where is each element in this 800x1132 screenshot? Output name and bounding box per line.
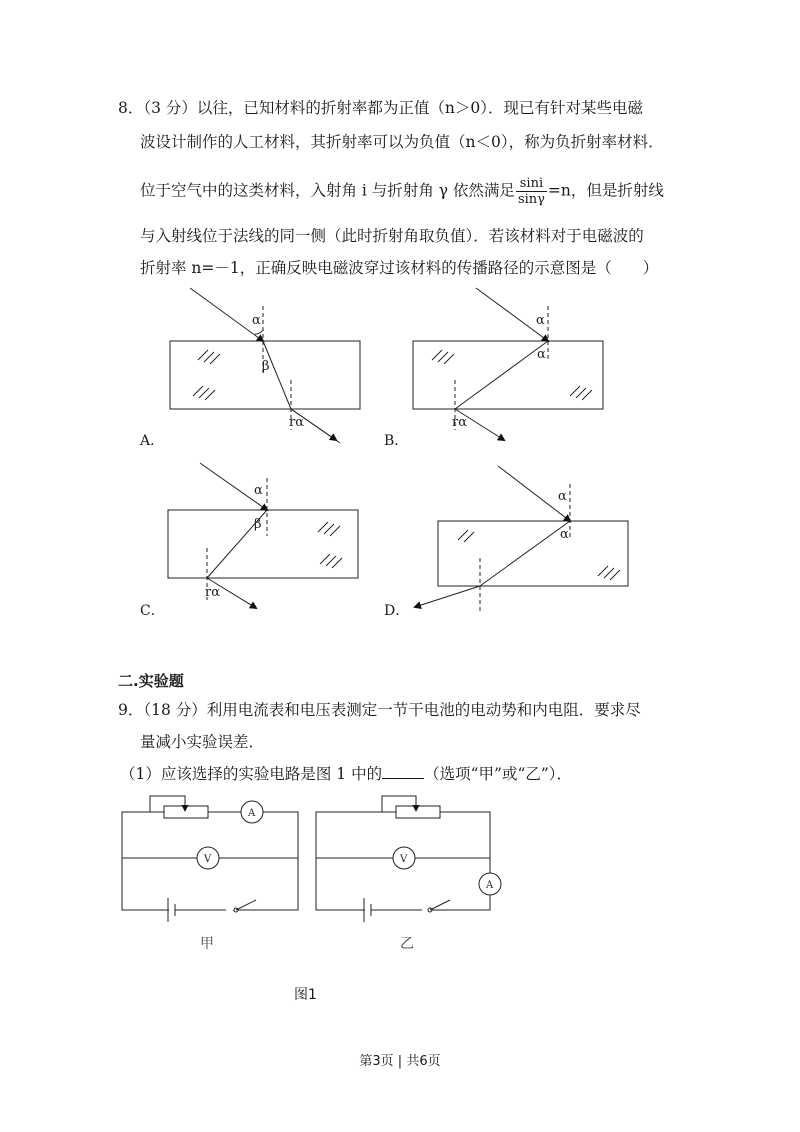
circuit-yi	[316, 796, 501, 922]
diagram-c	[168, 463, 358, 608]
diagram-a-beta: β	[262, 359, 270, 374]
q8-line-1: 8．（3 分）以往，已知材料的折射率都为正值（n＞0）．现已有针对某些电磁	[118, 99, 643, 117]
q8-line-2: 波设计制作的人工材料，其折射率可以为负值（n＜0），称为负折射率材料．	[140, 133, 664, 151]
option-b-label: B．	[384, 433, 409, 449]
diagram-b-alpha-inner: α	[537, 347, 546, 362]
diagram-c-alpha: α	[254, 483, 263, 498]
diagram-a-r-alpha: rα	[289, 415, 304, 430]
fraction-denominator: sinγ	[517, 192, 545, 207]
diagram-d-alpha-inner: α	[560, 527, 569, 542]
yi-label: 乙	[400, 936, 414, 952]
option-a-label: A．	[140, 433, 165, 449]
diagram-c-r-alpha: rα	[205, 585, 220, 600]
q9-sub1-post: （选项“甲”或“乙”）．	[424, 765, 573, 783]
diagram-b-r-alpha: rα	[452, 415, 467, 430]
jia-label: 甲	[200, 936, 214, 952]
fraction-numerator: sini	[516, 176, 547, 192]
page-footer: 第3页 | 共6页	[359, 1054, 441, 1069]
yi-ammeter-label: A	[486, 880, 494, 891]
q9-line-1: 9．（18 分）利用电流表和电压表测定一节干电池的电动势和内电阻．要求尽	[118, 701, 641, 719]
q9-line-2: 量减小实验误差．	[140, 733, 265, 751]
diagram-b-alpha-top: α	[536, 313, 545, 328]
jia-ammeter-label: A	[248, 808, 256, 819]
yi-voltmeter-label: V	[400, 854, 408, 865]
q9-sub1	[120, 764, 572, 784]
diagram-d	[415, 466, 628, 612]
diagram-a-alpha: α	[252, 313, 261, 328]
figure-caption: 图1	[294, 987, 317, 1003]
q8-line-4: 与入射线位于法线的同一侧（此时折射角取负值）．若该材料对于电磁波的	[140, 227, 644, 245]
circuit-diagrams	[0, 790, 800, 990]
q8-line-3-post: =n，但是折射线	[547, 181, 664, 200]
q8-line-5: 折射率 n=－1，正确反映电磁波穿过该材料的传播路径的示意图是（ ）	[140, 259, 659, 277]
answer-blank[interactable]	[382, 764, 424, 779]
jia-voltmeter-label: V	[204, 854, 212, 865]
diagram-c-beta: β	[254, 517, 262, 532]
q9-sub1-pre: （1）应该选择的实验电路是图 1 中的	[120, 765, 383, 783]
option-d-label: D．	[384, 603, 410, 619]
diagram-b	[413, 288, 603, 440]
diagram-d-alpha-top: α	[558, 489, 567, 504]
q8-line-3-pre: 位于空气中的这类材料，入射角 i 与折射角 γ 依然满足	[140, 181, 515, 200]
option-c-label: C．	[140, 603, 165, 619]
section-title: 二.实验题	[118, 672, 184, 690]
